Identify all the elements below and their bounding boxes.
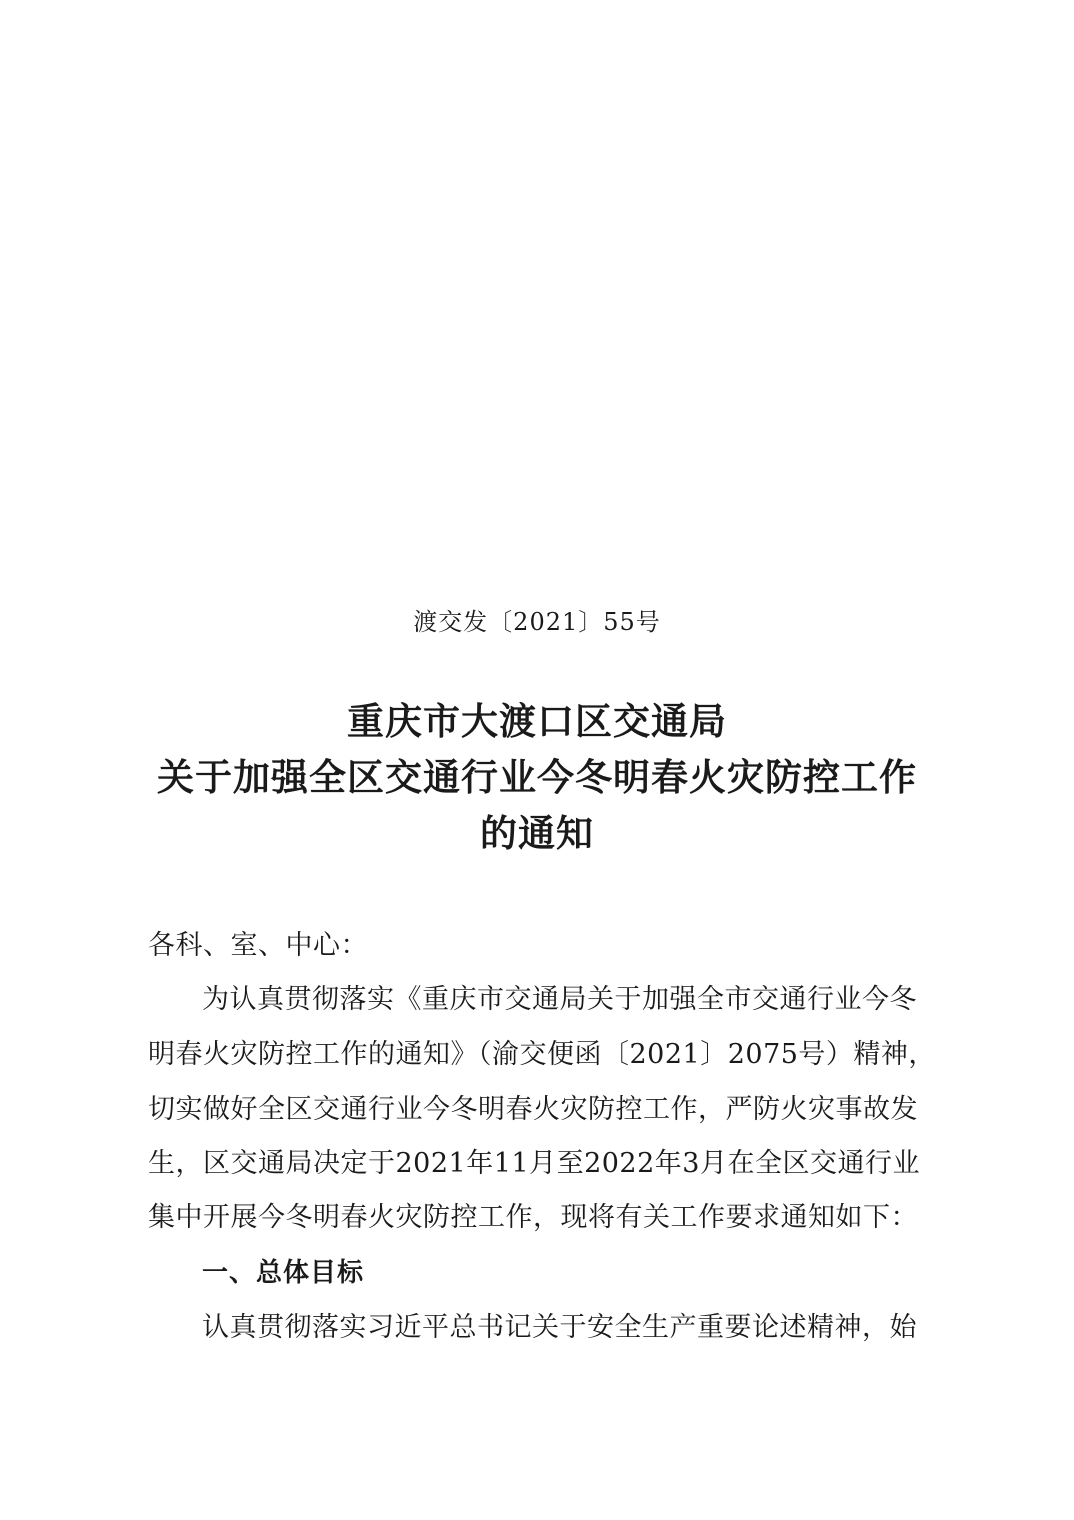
paragraph-1-line-1: 为认真贯彻落实《重庆市交通局关于加强全市交通行业今冬 [202,984,917,1015]
document-number: 渡交发〔2021〕55号 [413,608,661,636]
paragraph-1-line-3: 切实做好全区交通行业今冬明春火灾防控工作，严防火灾事故发 [148,1094,918,1125]
paragraph-2-line-1: 认真贯彻落实习近平总书记关于安全生产重要论述精神，始 [202,1312,917,1343]
paragraph-1-line-5: 集中开展今冬明春火灾防控工作，现将有关工作要求通知如下： [148,1202,918,1233]
section-1-heading: 一、总体目标 [202,1258,365,1288]
document-title [0,694,1074,862]
paragraph-1-line-2: 明春火灾防控工作的通知》（渝交便函〔2021〕2075号）精神， [148,1039,936,1070]
title-line-3: 的通知 [480,812,594,855]
paragraph-1-line-4: 生，区交通局决定于2021年11月至2022年3月在全区交通行业 [148,1148,920,1179]
salutation: 各科、室、中心： [148,930,368,961]
title-line-1: 重庆市大渡口区交通局 [347,700,727,743]
title-line-2: 关于加强全区交通行业今冬明春火灾防控工作 [157,756,917,799]
